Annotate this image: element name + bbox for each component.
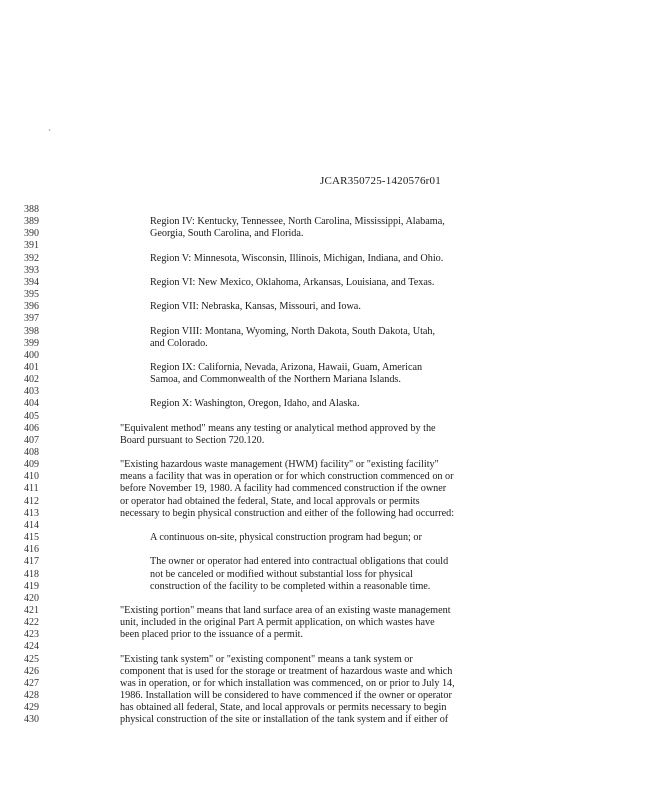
- scan-mark: `: [48, 128, 51, 138]
- text-line: "Existing hazardous waste management (HWM) facility" or "existing facility": [120, 459, 439, 471]
- text-line: The owner or operator had entered into contractual obligations that could: [150, 556, 449, 568]
- line-number: 405: [24, 410, 39, 422]
- line-number: 395: [24, 289, 39, 301]
- document-id-header: JCAR350725-1420576r01: [320, 175, 441, 187]
- line-number: 428: [24, 690, 39, 701]
- line-number: 410: [24, 471, 39, 483]
- line-number: 400: [24, 349, 39, 361]
- text-line: means a facility that was in operation or for which construction commenced on or: [120, 471, 454, 483]
- line-number: 388: [24, 204, 39, 215]
- line-number: 423: [24, 629, 39, 641]
- text-line: was in operation, or for which installation was commenced, on or prior to July 14,: [120, 677, 455, 689]
- text-line: "Existing portion" means that land surface area of an existing waste management: [120, 605, 451, 616]
- text-line: component that is used for the storage or treatment of hazardous waste and which: [120, 665, 453, 677]
- line-number: 414: [24, 519, 39, 531]
- text-line: not be canceled or modified without substantial loss for physical: [150, 568, 413, 580]
- line-number: 391: [24, 240, 39, 252]
- line-number: 394: [24, 276, 39, 288]
- text-line: Region IV: Kentucky, Tennessee, North Carolina, Mississippi, Alabama,: [150, 216, 445, 228]
- line-number: 393: [24, 264, 39, 276]
- text-line: Region IX: California, Nevada, Arizona, Hawaii, Guam, American: [150, 362, 423, 373]
- text-line: unit, included in the original Part A permit application, on which wastes have: [120, 617, 435, 629]
- line-number: 401: [24, 362, 39, 373]
- line-number: 413: [24, 507, 39, 519]
- line-number: 425: [24, 653, 39, 665]
- text-line: 1986. Installation will be considered to have commenced if the owner or operator: [120, 690, 452, 701]
- line-number: 403: [24, 386, 39, 398]
- line-number: 416: [24, 544, 39, 556]
- line-number: 409: [24, 459, 39, 471]
- text-line: "Existing tank system" or "existing component" means a tank system or: [120, 653, 413, 665]
- line-number: 422: [24, 617, 39, 629]
- text-line: Region VI: New Mexico, Oklahoma, Arkansas, Louisiana, and Texas.: [150, 276, 435, 288]
- line-number: 424: [24, 641, 39, 653]
- text-line: Georgia, South Carolina, and Florida.: [150, 228, 304, 240]
- text-line: Samoa, and Commonwealth of the Northern Mariana Islands.: [150, 374, 401, 386]
- line-number: 429: [24, 702, 39, 714]
- text-line: Region V: Minnesota, Wisconsin, Illinois, Michigan, Indiana, and Ohio.: [150, 252, 444, 264]
- text-line: Region X: Washington, Oregon, Idaho, and Alaska.: [150, 398, 360, 410]
- line-number: 411: [24, 483, 39, 495]
- line-number: 397: [24, 313, 39, 325]
- text-line: been placed prior to the issuance of a permit.: [120, 629, 304, 641]
- line-number: 419: [24, 580, 39, 592]
- line-number: 417: [24, 556, 39, 568]
- line-number: 399: [24, 337, 39, 349]
- text-line: before November 19, 1980. A facility had commenced construction if the owner: [120, 483, 447, 495]
- line-number: 421: [24, 605, 39, 616]
- text-line: has obtained all federal, State, and local approvals or permits necessary to begin: [120, 702, 447, 714]
- line-number: 406: [24, 422, 39, 434]
- line-number: 418: [24, 568, 39, 580]
- text-line: A continuous on-site, physical construction program had begun; or: [150, 532, 422, 543]
- line-number: 412: [24, 495, 39, 507]
- line-number: 407: [24, 434, 39, 446]
- line-number: 420: [24, 592, 39, 604]
- line-number: 390: [24, 228, 39, 240]
- text-line: "Equivalent method" means any testing or analytical method approved by the: [120, 422, 436, 434]
- text-line: necessary to begin physical construction and either of the following had occurred:: [120, 507, 455, 519]
- text-line: physical construction of the site or installation of the tank system and if either of: [120, 714, 449, 726]
- line-number: 430: [24, 714, 39, 726]
- text-line: Region VII: Nebraska, Kansas, Missouri, and Iowa.: [150, 301, 361, 313]
- line-number: 426: [24, 665, 39, 677]
- line-number: 389: [24, 216, 39, 228]
- text-line: construction of the facility to be completed within a reasonable time.: [150, 580, 431, 592]
- text-line: or operator had obtained the federal, State, and local approvals or permits: [120, 495, 420, 507]
- text-line: and Colorado.: [150, 337, 208, 349]
- line-number: 402: [24, 374, 39, 386]
- line-number: 398: [24, 325, 39, 337]
- line-number: 415: [24, 532, 39, 543]
- line-number: 392: [24, 252, 39, 264]
- line-number: 427: [24, 677, 39, 689]
- text-line: Board pursuant to Section 720.120.: [120, 434, 265, 446]
- line-number: 404: [24, 398, 39, 410]
- text-line: Region VIII: Montana, Wyoming, North Dakota, South Dakota, Utah,: [150, 325, 436, 337]
- line-number: 396: [24, 301, 39, 313]
- line-number: 408: [24, 447, 39, 458]
